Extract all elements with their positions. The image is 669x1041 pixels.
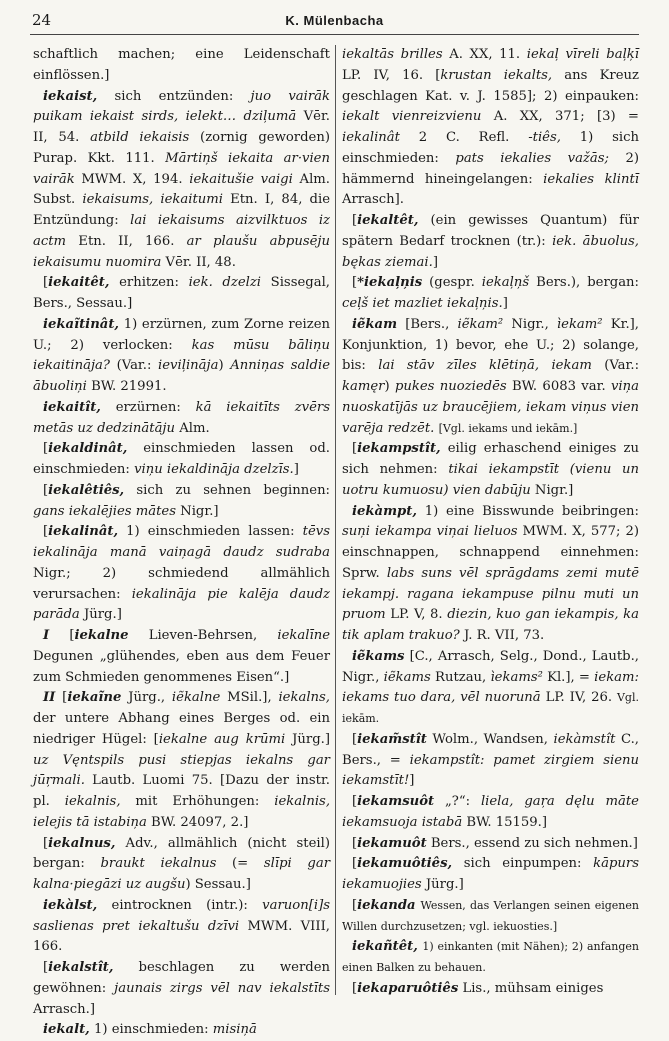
entry-headword: iekàlst,: [43, 897, 98, 913]
entry-text: Nigr.; 2) schmiedend allmählich verursachen:: [33, 565, 330, 602]
entry-text: 1) einkanten (mit Nähen); 2) anfangen einen Balken zu behauen.: [342, 940, 639, 974]
entry-text: ìekams²: [490, 669, 543, 685]
entry-headword: iekalnus,: [48, 835, 116, 851]
dictionary-entry: [33, 481, 330, 523]
entry-text: lai iekaisums aizvilktuos iz actm: [33, 213, 330, 249]
entry-headword: iekampstît,: [357, 441, 441, 457]
entry-text: krustan iekalts,: [440, 67, 553, 83]
entry-text: iẽkalne: [171, 690, 221, 706]
entry-text: sich einpumpen:: [452, 856, 594, 872]
dictionary-entry: [342, 502, 639, 647]
entry-text: [: [352, 897, 358, 913]
entry-text: Vēr. II, 48.: [161, 254, 236, 270]
entry-text: iekalns,: [278, 690, 330, 706]
entry-text: erzürnen:: [100, 399, 196, 415]
entry-text: Bers.), bergan:: [529, 275, 639, 291]
entry-text: „?“:: [434, 794, 481, 809]
entry-text: BW. 6083 var.: [506, 379, 611, 394]
entry-text: beschlagen zu werden gewöhnen:: [33, 960, 330, 996]
entry-text: suņi iekampa viņai lieluos: [342, 524, 518, 540]
entry-text: ceļš iet mazliet iekaļņis.: [342, 296, 503, 311]
entry-text: Nigr.]: [175, 503, 219, 519]
entry-text: misiņā: [212, 1022, 257, 1038]
entry-text: BW. 15159.]: [462, 814, 547, 830]
entry-text: Sissegal, Bers., Sessau.]: [33, 275, 330, 311]
entry-text: [: [43, 960, 49, 975]
entry-text: gans iekalējies mātes: [33, 503, 176, 519]
entry-headword: iekanda: [357, 897, 416, 913]
dictionary-entry: [33, 626, 330, 688]
entry-text: Lis., mühsam einiges: [458, 980, 604, 996]
entry-text: liela, gaŗa dęlu māte iekamsuoja istabā: [342, 794, 639, 830]
entry-text: [: [43, 441, 49, 457]
entry-text: ]: [409, 773, 415, 789]
dictionary-entry: [342, 45, 639, 211]
entry-text: (Var.:: [110, 358, 159, 374]
entry-text: iekaltās brilles: [342, 47, 443, 62]
entry-text: kāpurs iekamuojies: [342, 856, 639, 892]
dictionary-entry: [342, 647, 639, 730]
entry-text: Etn. II, 166.: [66, 233, 187, 249]
entry-headword: iekaitêt,: [48, 275, 110, 291]
dictionary-entry: [33, 398, 330, 440]
entry-text: ]: [502, 296, 508, 311]
entry-text: A. XX, 371; [3) =: [481, 109, 639, 125]
entry-text: iekàmstît: [553, 731, 616, 747]
entry-headword: iekalstît,: [48, 960, 114, 975]
entry-headword: II: [43, 690, 56, 706]
entry-headword: *iekaļņis: [357, 275, 423, 291]
entry-text: Degunen „glühendes, eben aus dem Feuer zum Schmieden genommenes Eisen“.]: [33, 648, 330, 685]
entry-text: BW. 24097, 2.]: [146, 814, 249, 830]
entry-text: [: [352, 731, 358, 747]
dictionary-entry: [33, 896, 330, 958]
dictionary-entry: [342, 834, 639, 855]
entry-text: viņu iekaldināja dzelzīs.: [134, 462, 294, 477]
entry-text: tikai iekampstīt (vienu un uotru kumuosu) vien dabūju: [342, 462, 639, 498]
entry-text: iekalnis,: [64, 794, 121, 809]
entry-text: Lieven-Behrsen,: [128, 628, 278, 643]
entry-text: kamęr: [342, 379, 385, 394]
dictionary-entry: [33, 688, 330, 833]
entry-text: iekaitušie vaigi: [189, 171, 293, 187]
entry-text: Jürg.,: [121, 690, 172, 706]
entry-text: labs suns vēl sprāgdams zemi mutē iekampj. ragana iekampuse pilnu muti un pruom: [342, 565, 639, 623]
entry-text: ) Sessau.]: [185, 877, 251, 892]
entry-text: ar plaušu abpusēju iekaisumu nuomira: [33, 233, 330, 270]
entry-headword: iẽkams: [352, 648, 405, 664]
entry-text: Wessen, das Verlangen seinen eigenen Willen durchzusetzen; vgl. iekuosties.]: [342, 898, 639, 933]
entry-text: [: [49, 628, 75, 643]
entry-text: [: [55, 690, 68, 706]
entry-text: LP. IV, 16. [: [342, 67, 441, 83]
entry-text: juo vairāk puikam iekaist sirds, ielekt… dziļumā: [33, 88, 331, 125]
entry-text: [: [352, 794, 358, 809]
entry-headword: iekàmpt,: [352, 503, 417, 519]
entry-text: [: [352, 980, 358, 996]
entry-text: iekalnis, ielejis tā istabiņa: [33, 794, 331, 830]
dictionary-entry: [342, 273, 639, 315]
entry-text: atbild iekaisis: [90, 130, 190, 145]
entry-text: 1) sich einschmieden:: [342, 130, 639, 166]
entry-headword: iekañtêt,: [352, 939, 418, 955]
entry-text: einschmieden lassen od. einschmieden:: [33, 441, 330, 477]
right-column: [342, 45, 639, 995]
entry-text: Mārtiņš iekaita ar·vien vairāk: [33, 150, 330, 187]
entry-text: MWM. X, 577; 2) einschnappen, schnappend einnehmen: Sprw.: [342, 524, 640, 581]
page-number: 24: [32, 11, 52, 29]
entry-text: ieviļināja: [158, 358, 219, 374]
entry-text: Lautb. Luomi 75. [Dazu der instr. pl.: [33, 773, 330, 809]
entry-text: C., Bers., =: [342, 731, 639, 768]
entry-text: lai stāv zīles klētiņā, iekam: [378, 358, 592, 374]
left-column: [33, 45, 331, 1038]
entry-text: [: [352, 213, 358, 228]
entry-text: [: [43, 835, 49, 851]
entry-text: 1) einschmieden lassen:: [118, 524, 303, 540]
entry-headword: I: [43, 628, 50, 643]
entry-text: iek. ābuolus, bękas ziemai.: [342, 233, 640, 270]
entry-headword: iekaldinât,: [48, 441, 128, 457]
entry-text: Vēr. II, 54.: [33, 109, 330, 145]
entry-text: Kl.], =: [542, 669, 595, 685]
entry-text: iekalne aug krūmi: [158, 731, 286, 747]
entry-text: pukes nuoziedēs: [394, 379, 507, 394]
entry-text: (=: [216, 856, 264, 872]
entry-text: Jürg.]: [421, 877, 464, 892]
entry-text: iekam: iekams tuo dara, vēl nuorunā: [342, 669, 639, 706]
entry-text: Jürg.]: [79, 607, 122, 623]
dictionary-entry: [342, 730, 639, 792]
dictionary-entry: [342, 979, 639, 1000]
entry-text: Alm.: [175, 420, 210, 436]
entry-text: iekalt vienreizvienu: [342, 109, 482, 125]
entry-text: Etn. I, 84, die Entzündung:: [33, 192, 331, 228]
entry-text: kas mūsu bāliņu iekaitināja?: [33, 337, 330, 374]
entry-text: Nigr.,: [503, 316, 557, 332]
entry-text: Vgl. iekām.: [342, 691, 639, 725]
entry-text: iekalies klintī: [543, 171, 640, 187]
entry-headword: iekamuôt: [357, 835, 427, 851]
entry-text: J. R. VII, 73.: [459, 628, 545, 643]
page-header: [30, 8, 639, 35]
entry-text: iekalināja pie kalēja daudz parāda: [33, 586, 330, 623]
entry-text: iẽkams: [383, 669, 431, 685]
entry-text: Adv., allmählich (nicht steil) bergan:: [33, 835, 330, 872]
entry-text: Wolm., Wandsen,: [426, 731, 554, 747]
entry-text: (ein gewisses Quantum) für spätern Bedarf trocknen (tr.):: [342, 213, 639, 249]
dictionary-entry: [33, 522, 330, 626]
entry-text: [: [352, 441, 358, 457]
entry-text: uz Vęntspils pusi stiepjas iekalns gar jūŗmali.: [33, 752, 330, 789]
dictionary-entry: [33, 439, 330, 481]
dictionary-entry: [342, 439, 639, 501]
entry-headword: iekaitît,: [43, 399, 101, 415]
entry-text: [: [352, 856, 358, 872]
entry-text: eilig erhaschend einiges zu sich nehmen:: [342, 441, 639, 477]
entry-text: sich zu sehnen beginnen:: [124, 482, 330, 498]
entry-text: iek. dzelzi: [188, 275, 262, 291]
dictionary-entry: [342, 315, 639, 440]
entry-text: erhitzen:: [109, 275, 189, 291]
dictionary-entry: [33, 834, 330, 896]
entry-text: Kr.], Konjunktion, 1) bevor, ehe U.; 2) solange, bis:: [342, 316, 639, 374]
entry-headword: iekalêtiês,: [48, 482, 125, 498]
entry-headword: iekam̃stît: [357, 731, 427, 747]
entry-headword: iekalt,: [43, 1022, 90, 1038]
entry-text: [: [43, 482, 49, 498]
column-divider: [335, 45, 336, 995]
dictionary-entry: [342, 937, 639, 979]
text-columns: [33, 45, 640, 1038]
entry-text: mit Erhöhungen:: [120, 794, 275, 809]
entry-headword: iekaparuôtiês: [357, 980, 459, 996]
entry-text: 1) erzürnen, zum Zorne reizen U.; 2) verlocken:: [33, 316, 330, 353]
entry-text: jaunais zirgs vēl nav iekalstīts: [114, 980, 330, 996]
entry-text: Arrasch.]: [33, 1001, 95, 1017]
entry-text: Rutzau,: [430, 669, 491, 685]
entry-text: der untere Abhang eines Berges od. ein niedriger Hügel: [: [33, 711, 330, 747]
dictionary-entry: [33, 958, 330, 1020]
entry-text: 1) eine Bisswunde beibringen:: [416, 503, 639, 519]
entry-text: MWM. VIII, 166.: [33, 918, 330, 955]
entry-headword: iekaltêt,: [357, 213, 419, 228]
entry-text: iekalinât: [342, 130, 400, 145]
dictionary-entry: [33, 315, 330, 398]
entry-text: [C., Arrasch, Selg., Dond., Lautb., Nigr.,: [342, 648, 639, 685]
entry-text: [Vgl. iekams und iekām.]: [438, 421, 578, 435]
running-head: K. Mülenbacha: [285, 13, 384, 28]
dictionary-entry: [33, 273, 330, 315]
entry-text: ]: [432, 254, 438, 270]
entry-text: ]: [293, 462, 299, 477]
entry-headword: iekalinât,: [48, 524, 119, 540]
entry-text: A. XX, 11.: [442, 47, 527, 62]
entry-text: 2 C. Refl.: [399, 130, 529, 145]
entry-text: [: [352, 275, 358, 291]
dictionary-entry: [33, 45, 330, 87]
entry-text: ìekam²: [556, 316, 603, 332]
entry-text: [: [43, 275, 49, 291]
entry-text: Alm. Subst.: [33, 171, 330, 208]
entry-text: (gespr.: [422, 275, 482, 291]
entry-headword: iekaĩtinât,: [43, 316, 120, 332]
entry-text: pats iekalies važās;: [455, 150, 609, 166]
entry-text: -tiês,: [528, 130, 561, 145]
entry-text: eintrocknen (intr.):: [97, 897, 263, 913]
dictionary-entry: [342, 854, 639, 896]
dictionary-entry: [33, 87, 330, 274]
entry-headword: iekaĩne: [67, 690, 122, 706]
entry-headword: iekalne: [74, 628, 129, 643]
entry-headword: iekaist,: [43, 88, 98, 104]
entry-headword: iekamsuôt: [357, 794, 435, 809]
entry-text: ): [218, 358, 231, 374]
entry-text: iekaisums, iekaitumi: [82, 192, 223, 208]
entry-text: [Bers.,: [397, 316, 458, 332]
entry-text: MSil.],: [220, 690, 279, 706]
entry-text: (Var.:: [591, 358, 640, 374]
entry-text: tēvs iekalināja manā vaiņagā daudz sudraba: [33, 524, 330, 560]
dictionary-entry: [33, 1020, 330, 1041]
entry-text: iẽkam²: [457, 316, 504, 332]
entry-text: (zornig geworden) Purap. Kkt. 111.: [33, 130, 330, 166]
dictionary-entry: [342, 792, 639, 834]
entry-text: 2) hämmernd hineingelangen:: [342, 150, 639, 187]
entry-text: [: [43, 524, 49, 540]
entry-text: iekalīne: [277, 628, 330, 643]
entry-text: braukt iekalnus: [100, 856, 217, 872]
entry-text: BW. 21991.: [86, 379, 167, 394]
dictionary-entry: [342, 896, 639, 938]
dictionary-entry: [342, 211, 639, 273]
entry-text: Bers., essend zu sich nehmen.]: [426, 835, 638, 851]
entry-text: kā iekaitīts zvērs metās uz dedzinātāju: [33, 399, 330, 436]
entry-text: ): [384, 379, 395, 394]
entry-text: iekampstît: pamet zirgiem sienu iekamstīt!: [342, 752, 639, 789]
entry-text: varuon[i]s saslienas pret iekaltušu dzīvi: [33, 897, 330, 934]
entry-text: iekaļņš: [481, 275, 530, 291]
entry-text: diezin, kuo gan iekampis, ka tik aplam trakuo?: [342, 607, 639, 643]
entry-text: LP. V, 8.: [385, 607, 448, 623]
entry-text: Nigr.]: [530, 482, 574, 498]
entry-text: Anniņas saldie ābuoliņi: [33, 358, 331, 394]
entry-headword: iekamuôtiês,: [357, 856, 453, 872]
entry-text: 1) einschmieden:: [89, 1022, 213, 1038]
entry-text: LP. IV, 26.: [540, 690, 617, 706]
entry-text: Jürg.]: [285, 731, 330, 747]
entry-text: sich entzünden:: [97, 88, 251, 104]
entry-text: [: [352, 835, 358, 851]
entry-text: Arrasch].: [342, 192, 404, 208]
entry-text: iekaļ vīreli baļķī: [526, 47, 639, 62]
entry-headword: iẽkam: [352, 316, 398, 332]
entry-text: schaftlich machen; eine Leidenschaft einflössen.]: [33, 47, 330, 83]
entry-text: ans Kreuz geschlagen Kat. v. J. 1585]; 2) einpauken:: [342, 67, 639, 104]
entry-text: slīpi gar kalna·piegāzi uz augšu: [33, 856, 330, 892]
entry-text: viņa nuoskatījās uz braucējiem, iekam viņus vien varēja redzēt.: [342, 379, 639, 436]
entry-text: MWM. X, 194.: [74, 171, 190, 187]
